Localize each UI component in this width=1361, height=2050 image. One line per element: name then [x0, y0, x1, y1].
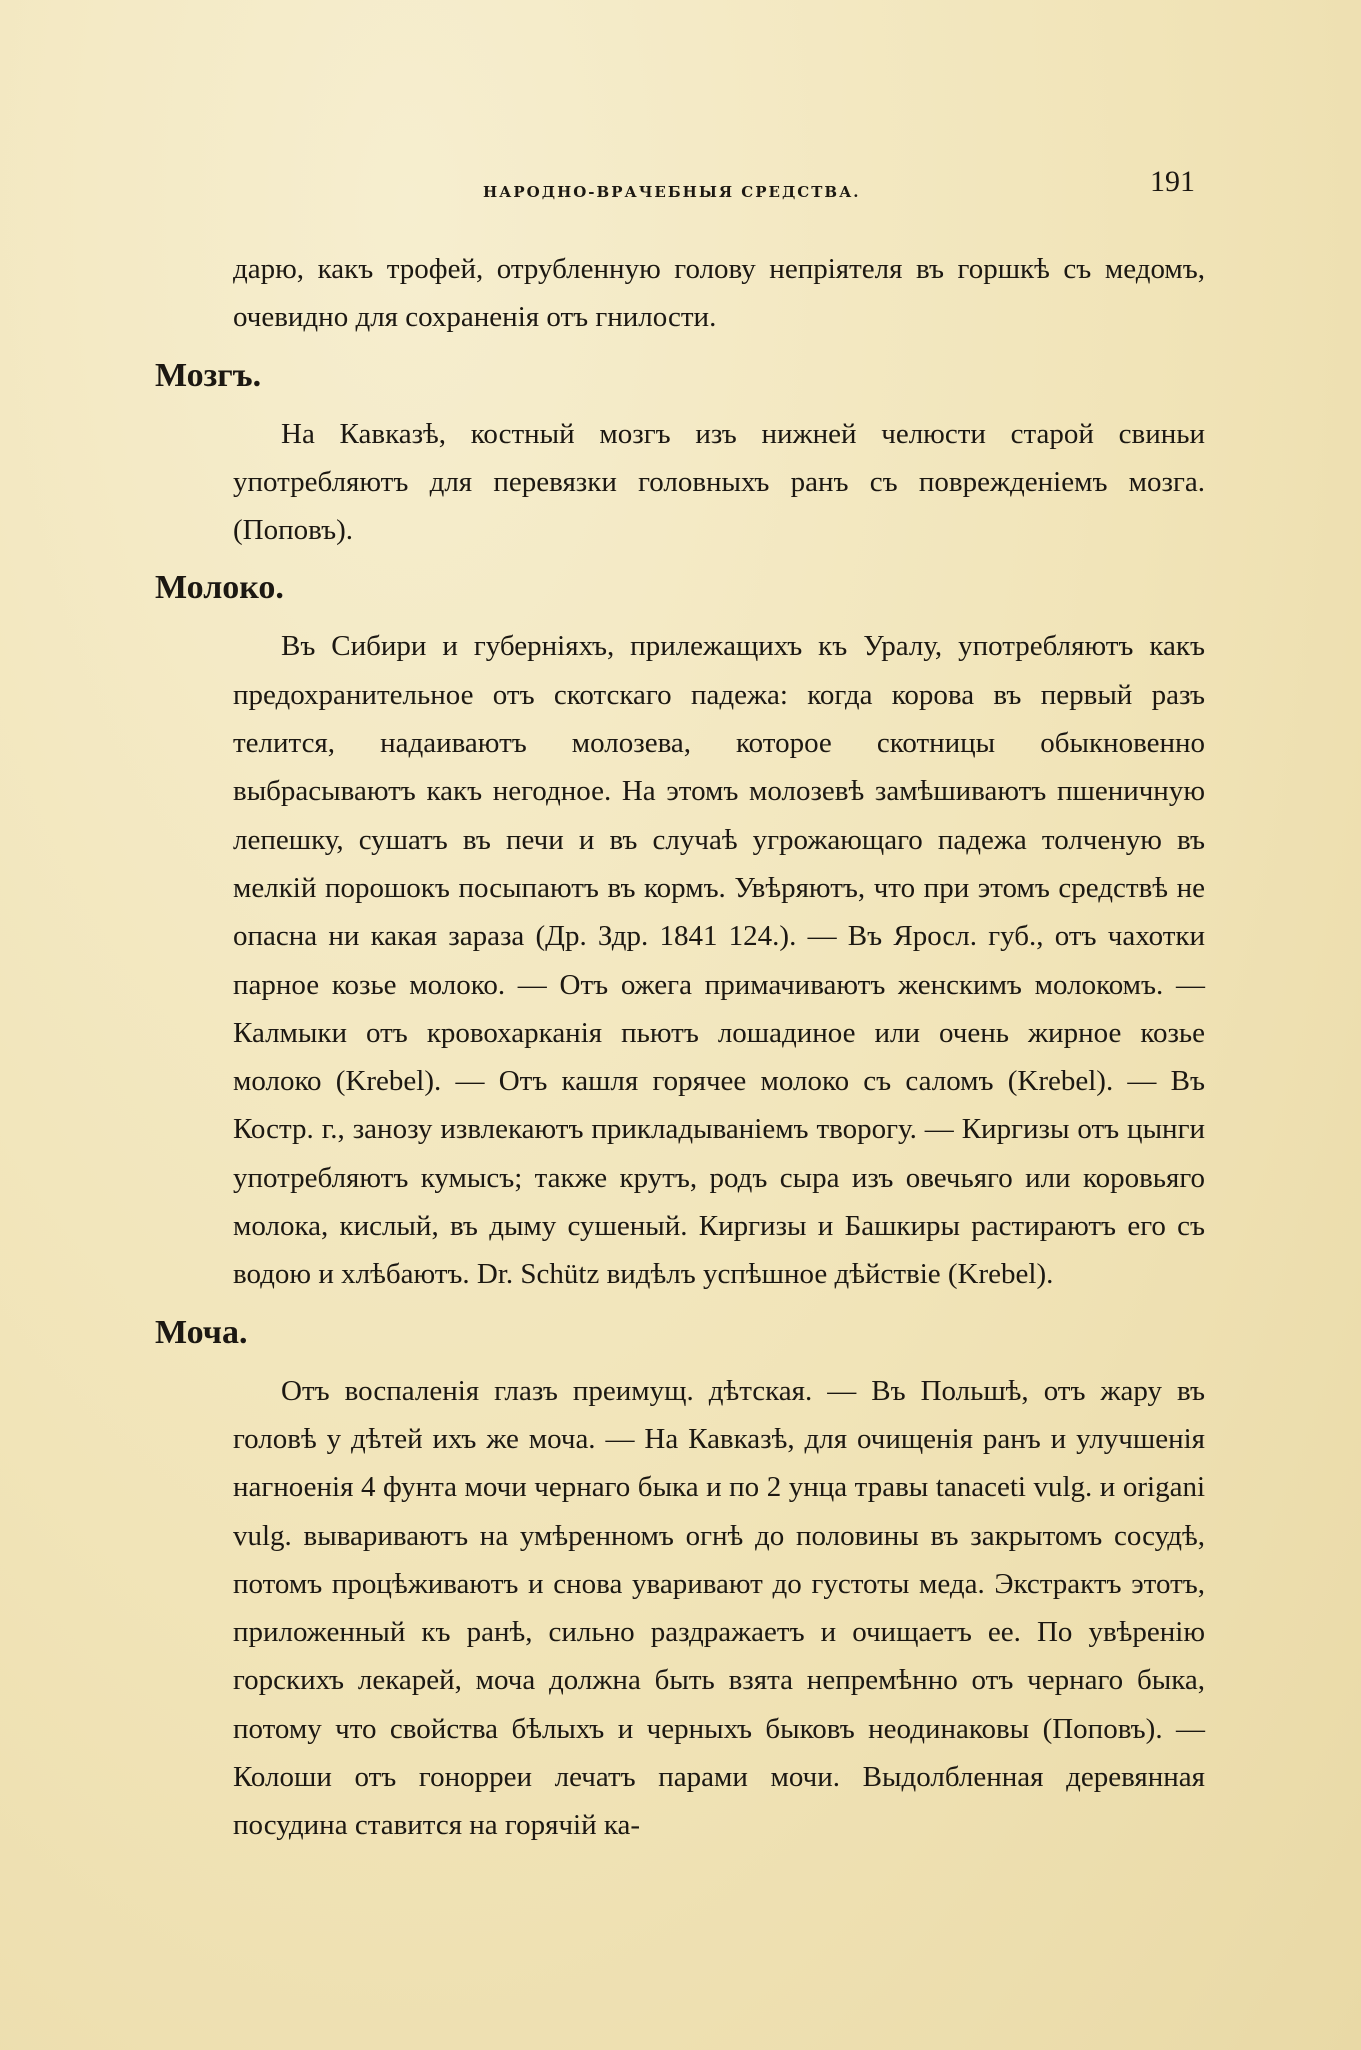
paragraph-intro: дарю, какъ трофей, отрубленную голову непріятеля въ горшкѣ съ медомъ, очевидно для сохраненія отъ гнилости.: [233, 253, 1205, 334]
page-body: [155, 245, 1205, 1850]
page-number: 191: [1150, 165, 1195, 198]
paragraph-mocha: Отъ воспаленія глазъ преимущ. дѣтская. — Въ Польшѣ, отъ жару въ головѣ у дѣтей ихъ же моча. — На Кавказѣ, для очищенія ранъ и улучшенія нагноенія 4 фунта мочи чернаго быка и по 2 унца травы tanaceti vulg. и origani vulg. вывариваютъ на умѣренномъ огнѣ до половины въ закрытомъ сосудѣ, потомъ процѣживаютъ и снова уваривают до густоты меда. Экстрактъ этотъ, приложенный къ ранѣ, сильно раздражаетъ и очищаетъ ее. По увѣренію горскихъ лекарей, моча должна быть взята непремѣнно отъ чернаго быка, потому что свойства бѣлыхъ и черныхъ быковъ неодинаковы (Поповъ). — Колоши отъ гонорреи лечатъ парами мочи. Выдолбленная деревянная посудина ставится на горячій ка-: [233, 1374, 1205, 1842]
running-title: НАРОДНО-ВРАЧЕБНЫЯ СРЕДСТВА.: [483, 183, 861, 201]
heading-mocha: Моча.: [155, 1313, 248, 1351]
heading-moloko: Молоко.: [155, 569, 284, 607]
paragraph-mozg: На Кавказѣ, костный мозгъ изъ нижней челюсти старой свиньи употребляютъ для перевязки головныхъ ранъ съ поврежденіемъ мозга. (Поповъ).: [233, 417, 1205, 547]
heading-mozg: Мозгъ.: [155, 356, 262, 394]
paragraph-moloko: Въ Сибири и губерніяхъ, прилежащихъ къ Уралу, употребляютъ какъ предохранительное отъ скотскаго падежа: когда корова въ первый разъ телится, надаиваютъ молозева, которое скотницы обыкновенно выбрасываютъ какъ негодное. На этомъ молозевѣ замѣшиваютъ пшеничную лепешку, сушатъ въ печи и въ случаѣ угрожающаго падежа толченую въ мелкій порошокъ посыпаютъ въ кормъ. Увѣряютъ, что при этомъ средствѣ не опасна ни какая зараза (Др. Здр. 1841 124.). — Въ Яросл. губ., отъ чахотки парное козье молоко. — Отъ ожега примачиваютъ женскимъ молокомъ. — Калмыки отъ кровохарканія пьютъ лошадиное или очень жирное козье молоко (Krebel). — Отъ кашля горячее молоко съ саломъ (Krebel). — Въ Костр. г., занозу извлекаютъ прикладываніемъ творогу. — Киргизы отъ цынги употребляютъ кумысъ; также крутъ, родъ сыра изъ овечьяго или коровьяго молока, кислый, въ дыму сушеный. Киргизы и Башкиры растираютъ его съ водою и хлѣбаютъ. Dr. Schütz видѣлъ успѣшное дѣйствіе (Krebel).: [233, 630, 1205, 1291]
